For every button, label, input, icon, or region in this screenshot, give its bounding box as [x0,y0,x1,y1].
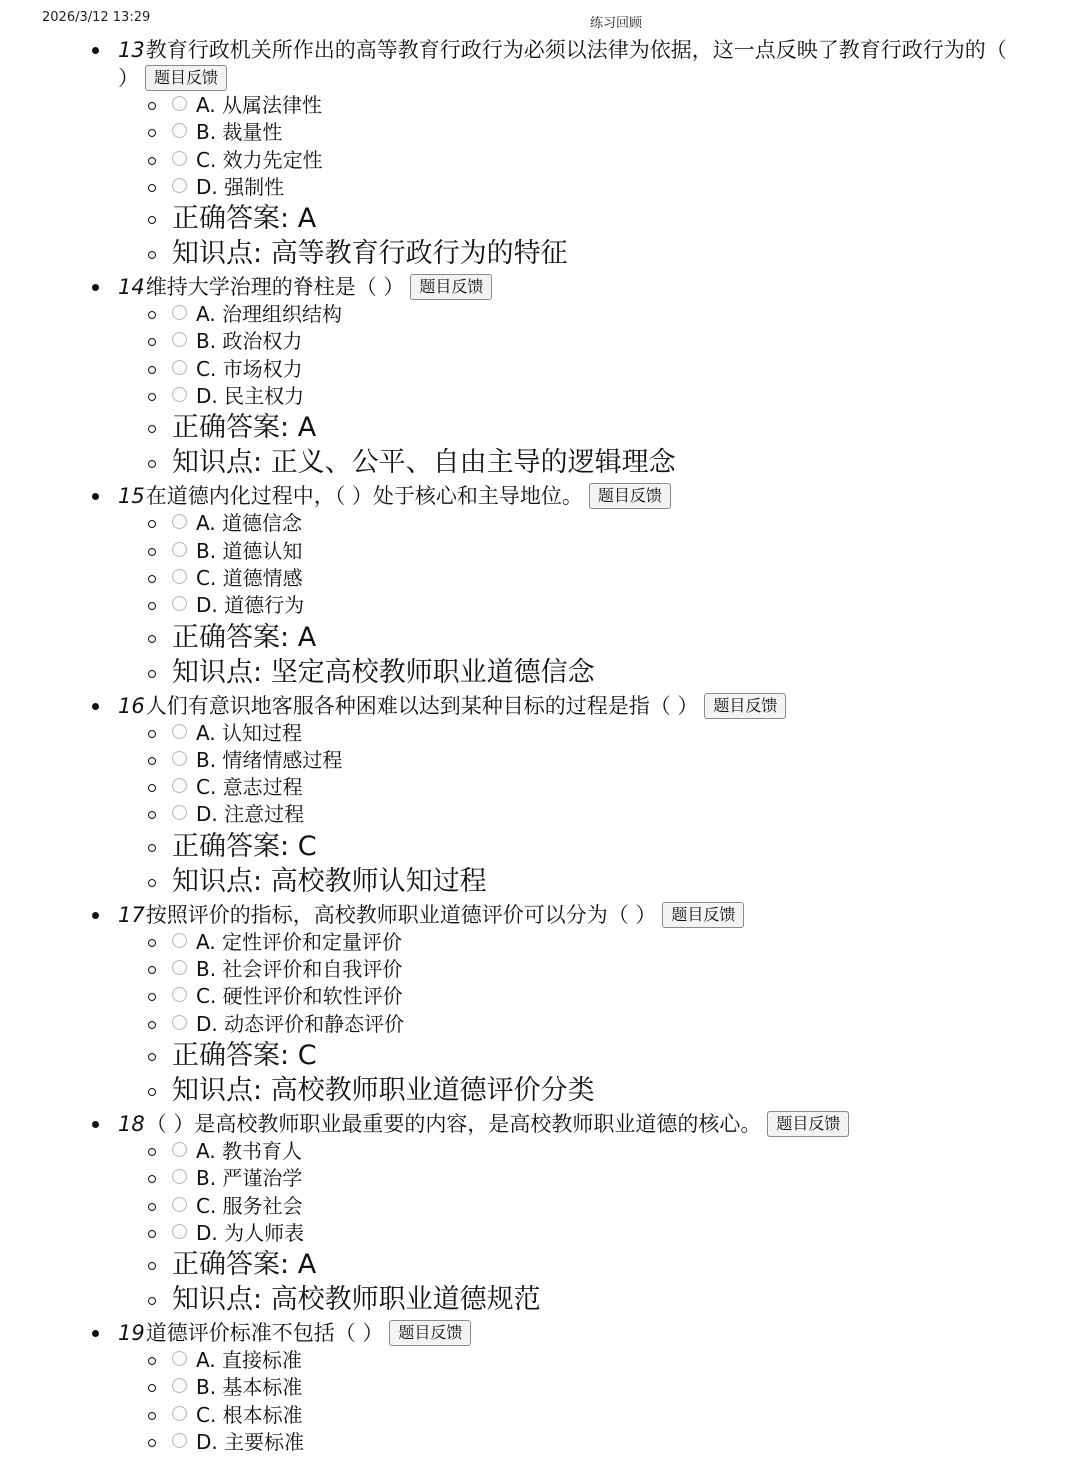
knowledge-prefix: 知识点: [172,656,271,688]
radio-button[interactable] [172,596,187,611]
radio-button[interactable] [172,1224,187,1239]
option-item[interactable] [118,147,1080,174]
option-label: C. 市场权力 [196,356,303,381]
answer-prefix: 正确答案: [172,1039,298,1071]
knowledge-point [118,445,1080,480]
knowledge-value: 正义、公平、自由主导的逻辑理念 [270,447,676,479]
option-label: A. 定性评价和定量评价 [196,929,403,954]
answer-value: C [297,830,317,862]
radio-button[interactable] [172,332,187,347]
question-number: 14 [118,275,145,300]
option-item[interactable] [118,592,1080,619]
question-stem [118,34,1018,92]
option-item[interactable] [118,1429,1080,1456]
option-item[interactable] [118,565,1080,592]
question-item [0,1108,1080,1317]
answer-prefix: 正确答案: [172,203,298,235]
radio-button[interactable] [172,1197,187,1212]
question-stem [118,271,1018,301]
radio-button[interactable] [172,123,187,138]
feedback-button[interactable]: 题目反馈 [145,65,227,91]
radio-button[interactable] [172,1169,187,1184]
answer-value: A [297,203,317,235]
radio-button[interactable] [172,360,187,375]
feedback-button[interactable]: 题目反馈 [662,902,744,928]
knowledge-point [118,864,1080,899]
correct-answer [118,410,1080,445]
option-label: B. 严谨治学 [196,1166,303,1191]
question-item [0,480,1080,689]
option-item[interactable] [118,1138,1080,1165]
knowledge-point [118,655,1080,690]
option-item[interactable] [118,983,1080,1010]
option-label: D. 强制性 [196,174,285,199]
radio-button[interactable] [172,751,187,766]
option-label: D. 民主权力 [196,384,305,409]
question-item [0,899,1080,1108]
option-label: A. 治理组织结构 [196,302,343,327]
radio-button[interactable] [172,933,187,948]
option-list [118,720,1080,899]
question-list [0,34,1080,1456]
question-number: 16 [118,693,145,718]
feedback-button[interactable]: 题目反馈 [589,483,671,509]
radio-button[interactable] [172,542,187,557]
radio-button[interactable] [172,1433,187,1448]
option-item[interactable] [118,174,1080,201]
radio-button[interactable] [172,987,187,1002]
correct-answer [118,620,1080,655]
question-stem [118,1108,1018,1138]
option-item[interactable] [118,92,1080,119]
knowledge-point [118,1073,1080,1108]
radio-button[interactable] [172,960,187,975]
option-label: C. 道德情感 [196,565,303,590]
knowledge-prefix: 知识点: [172,1284,271,1316]
option-label: C. 意志过程 [196,775,303,800]
option-label: C. 根本标准 [196,1402,303,1427]
knowledge-value: 高等教育行政行为的特征 [270,238,568,270]
knowledge-prefix: 知识点: [172,238,271,270]
option-label: D. 主要标准 [196,1430,305,1455]
option-label: A. 道德信念 [196,511,303,536]
radio-button[interactable] [172,151,187,166]
radio-button[interactable] [172,1142,187,1157]
option-label: D. 动态评价和静态评价 [196,1011,405,1036]
question-text: 在道德内化过程中，（ ）处于核心和主导地位。 [145,484,583,509]
option-item[interactable] [118,1165,1080,1192]
option-item[interactable] [118,510,1080,537]
question-text: 人们有意识地客服各种困难以达到某种目标的过程是指（ ） [145,693,699,718]
answer-prefix: 正确答案: [172,1249,298,1281]
knowledge-value: 高校教师职业道德评价分类 [270,1074,595,1106]
knowledge-prefix: 知识点: [172,1074,271,1106]
question-item [0,34,1080,271]
option-label: A. 从属法律性 [196,93,323,117]
radio-button[interactable] [172,1378,187,1393]
page-title: 练习回顾 [590,16,643,31]
option-label: C. 效力先定性 [196,147,323,172]
question-stem [118,480,1018,510]
radio-button[interactable] [172,778,187,793]
radio-button[interactable] [172,387,187,402]
option-item[interactable] [118,956,1080,983]
correct-answer [118,1038,1080,1073]
knowledge-prefix: 知识点: [172,447,271,479]
radio-button[interactable] [172,305,187,320]
option-item[interactable] [118,119,1080,146]
option-label: A. 直接标准 [196,1348,303,1373]
correct-answer [118,829,1080,864]
question-number: 19 [118,1321,145,1346]
option-item[interactable] [118,1193,1080,1220]
option-item[interactable] [118,747,1080,774]
answer-value: A [297,621,317,653]
option-item[interactable] [118,1374,1080,1401]
feedback-button[interactable]: 题目反馈 [410,274,492,300]
print-header [0,10,1080,30]
answer-prefix: 正确答案: [172,830,298,862]
radio-button[interactable] [172,1015,187,1030]
question-item [0,1317,1080,1456]
option-label: B. 基本标准 [196,1375,303,1400]
option-list [118,510,1080,689]
correct-answer [118,201,1080,236]
option-label: A. 认知过程 [196,720,303,745]
option-item[interactable] [118,356,1080,383]
option-item[interactable] [118,301,1080,328]
answer-value: A [297,1249,317,1281]
question-text: 按照评价的指标，高校教师职业道德评价可以分为（ ） [145,902,657,927]
knowledge-point [118,1282,1080,1317]
radio-button[interactable] [172,569,187,584]
option-list [118,1347,1080,1456]
option-list [118,92,1080,271]
option-item[interactable] [118,929,1080,956]
option-item[interactable] [118,328,1080,355]
option-label: B. 政治权力 [196,329,303,354]
question-text: （ ）是高校教师职业最重要的内容，是高校教师职业道德的核心。 [145,1111,762,1136]
answer-prefix: 正确答案: [172,412,298,444]
option-item[interactable] [118,774,1080,801]
radio-button[interactable] [172,178,187,193]
option-item[interactable] [118,1220,1080,1247]
option-list [118,929,1080,1108]
option-item[interactable] [118,1402,1080,1429]
knowledge-point [118,236,1080,271]
answer-value: A [297,412,317,444]
feedback-button[interactable]: 题目反馈 [389,1320,471,1346]
question-stem [118,690,1018,720]
option-label: A. 教书育人 [196,1138,303,1163]
question-text: 道德评价标准不包括（ ） [145,1321,384,1346]
radio-button[interactable] [172,96,187,111]
radio-button[interactable] [172,724,187,739]
option-label: D. 为人师表 [196,1220,305,1245]
option-label: D. 注意过程 [196,802,305,827]
option-label: B. 社会评价和自我评价 [196,957,403,982]
question-text: 维持大学治理的脊柱是（ ） [145,275,405,300]
feedback-button[interactable]: 题目反馈 [767,1111,849,1137]
question-item [0,271,1080,480]
question-item [0,690,1080,899]
option-item[interactable] [118,538,1080,565]
knowledge-value: 高校教师认知过程 [270,865,487,897]
option-label: C. 硬性评价和软性评价 [196,984,403,1009]
question-number: 13 [118,38,145,62]
radio-button[interactable] [172,805,187,820]
option-item[interactable] [118,801,1080,828]
question-stem [118,1317,1018,1347]
option-item[interactable] [118,1347,1080,1374]
correct-answer [118,1247,1080,1282]
option-label: B. 裁量性 [196,120,283,145]
option-item[interactable] [118,720,1080,747]
feedback-button[interactable]: 题目反馈 [704,693,786,719]
question-stem [118,899,1018,929]
radio-button[interactable] [172,514,187,529]
knowledge-value: 高校教师职业道德规范 [270,1284,541,1316]
print-datetime: 2026/3/12 13:29 [42,10,151,25]
answer-prefix: 正确答案: [172,621,298,653]
option-label: D. 道德行为 [196,593,305,618]
question-number: 18 [118,1111,145,1136]
knowledge-prefix: 知识点: [172,865,271,897]
option-list [118,1138,1080,1317]
answer-value: C [297,1039,317,1071]
question-text: 教育行政机关所作出的高等教育行政行为必须以法律为依据，这一点反映了教育行政行为的（ ） [118,38,1007,90]
option-label: C. 服务社会 [196,1193,303,1218]
option-list [118,301,1080,480]
radio-button[interactable] [172,1406,187,1421]
question-number: 15 [118,484,145,509]
radio-button[interactable] [172,1351,187,1366]
knowledge-value: 坚定高校教师职业道德信念 [270,656,595,688]
option-item[interactable] [118,1011,1080,1038]
option-label: B. 道德认知 [196,538,303,563]
question-number: 17 [118,902,145,927]
option-label: B. 情绪情感过程 [196,747,343,772]
option-item[interactable] [118,383,1080,410]
